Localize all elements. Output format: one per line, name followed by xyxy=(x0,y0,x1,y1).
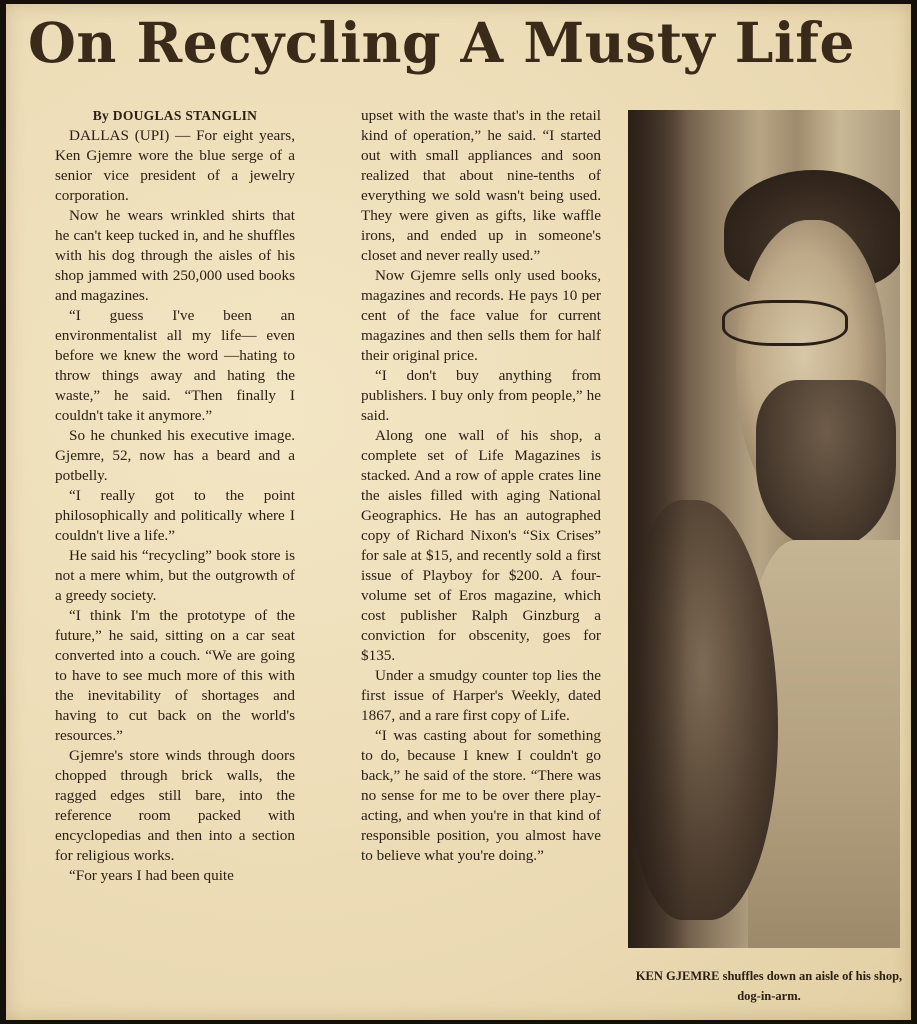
photo-glasses-shape xyxy=(722,300,848,346)
article-column-1 xyxy=(55,106,295,886)
photo-shadow xyxy=(628,110,688,948)
paragraph: upset with the waste that's in the retail kind of operation,” he said. “I started out with small appliances and soon realized that about nine-tenths of everything we sold wasn't being used. They were given as gifts, like waffle irons, and ended up in someone's closet and never really used.” xyxy=(361,107,601,264)
paragraph: “I don't buy anything from publishers. I buy only from people,” he said. xyxy=(361,367,601,424)
headline: On Recycling A Musty Life xyxy=(28,10,855,75)
paragraph: Gjemre's store winds through doors chopped through brick walls, the ragged edges still bare, into the reference room packed with encyclopedias and then into a section for religious works. xyxy=(55,747,295,864)
paragraph: DALLAS (UPI) — For eight years, Ken Gjemre wore the blue serge of a senior vice president of a jewelry corporation. xyxy=(55,127,295,204)
paragraph: “I guess I've been an environmentalist all my life— even before we knew the word —hating to throw things away and hating the waste,” he said. “Then finally I couldn't take it anymore.” xyxy=(55,307,295,424)
paragraph: Now Gjemre sells only used books, magazines and records. He pays 10 per cent of the face value for current magazines and then sells them for half their original price. xyxy=(361,267,601,364)
paragraph: So he chunked his executive image. Gjemre, 52, now has a beard and a potbelly. xyxy=(55,427,295,484)
photo-beard-shape xyxy=(756,380,896,550)
paragraph: “I was casting about for something to do, because I knew I couldn't go back,” he said of the store. “There was no sense for me to be over there play-acting, and when you're in that kind of responsible position, you almost have to believe what you're doing.” xyxy=(361,727,601,864)
paragraph: He said his “recycling” book store is not a mere whim, but the outgrowth of a greedy society. xyxy=(55,547,295,604)
paragraph: Under a smudgy counter top lies the first issue of Harper's Weekly, dated 1867, and a rare first copy of Life. xyxy=(361,667,601,724)
paragraph: “I really got to the point philosophically and politically where I couldn't live a life.” xyxy=(55,487,295,544)
photo-caption: KEN GJEMRE shuffles down an aisle of his shop, dog-in-arm. xyxy=(635,969,903,1003)
portrait-photo xyxy=(628,110,900,948)
paragraph: “For years I had been quite xyxy=(69,867,234,884)
article-column-2 xyxy=(361,106,601,866)
paragraph: Now he wears wrinkled shirts that he can't keep tucked in, and he shuffles with his dog through the aisles of his shop jammed with 250,000 used books and magazines. xyxy=(55,207,295,304)
byline: By DOUGLAS STANGLIN xyxy=(92,108,258,123)
paragraph: “I think I'm the prototype of the future,” he said, sitting on a car seat converted into a couch. “We are going to have to see much more of this with the inevitability of shortages and having to cut back on the world's resources.” xyxy=(55,607,295,744)
paragraph: Along one wall of his shop, a complete set of Life Magazines is stacked. And a row of apple crates line the aisles filled with aging National Geographics. He has an autographed copy of Richard Nixon's “Six Crises” for sale at $15, and recently sold a first issue of Playboy for $200. A four-volume set of Eros magazine, which cost publisher Ralph Ginzburg a conviction for obscenity, goes for $135. xyxy=(361,427,601,664)
